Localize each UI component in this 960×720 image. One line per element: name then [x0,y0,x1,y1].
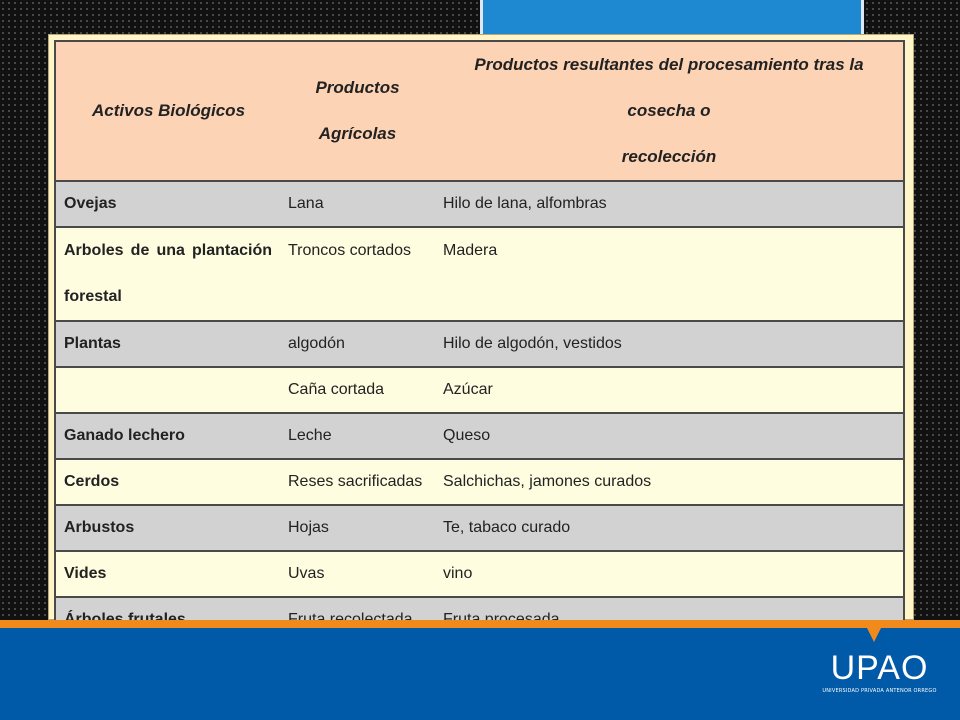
cell-result: vino [435,551,904,597]
footer-bar [0,620,960,720]
cell-result: Queso [435,413,904,459]
cell-product: Hojas [280,505,435,551]
logo-text: UPAO [830,649,929,687]
table-row [55,413,904,459]
table-row [55,321,904,367]
cell-asset: Plantas [55,321,280,367]
table-row [55,181,904,227]
cell-asset: Ganado lechero [55,413,280,459]
cell-product: Lana [280,181,435,227]
cell-asset: Ovejas [55,181,280,227]
table-frame [48,34,914,620]
cell-asset: Arboles de una plantación forestal [55,227,280,321]
footer-notch-marker [866,626,882,642]
table-row [55,505,904,551]
biological-assets-table [54,40,905,644]
table-row [55,551,904,597]
cell-result: Hilo de lana, alfombras [435,181,904,227]
cell-product: Troncos cortados [280,227,435,321]
cell-asset: Vides [55,551,280,597]
cell-asset [55,367,280,413]
header-productos-line1: Productos [315,78,400,97]
cell-product: Reses sacrificadas [280,459,435,505]
cell-result: Madera [435,227,904,321]
table-row [55,367,904,413]
logo-subtitle: UNIVERSIDAD PRIVADA ANTENOR ORREGO [822,688,937,694]
header-activos-biologicos [55,41,280,181]
upao-logo [822,650,937,694]
cell-product: Leche [280,413,435,459]
header-productos-resultantes [435,41,904,181]
cell-asset: Cerdos [55,459,280,505]
cell-result: Hilo de algodón, vestidos [435,321,904,367]
cell-product: algodón [280,321,435,367]
header-productos-agricolas [280,41,435,181]
header-resultantes-line2: recolección [621,147,717,166]
table-header-row [55,41,904,181]
footer-orange-line [0,620,960,628]
cell-result: Salchichas, jamones curados [435,459,904,505]
cell-result: Te, tabaco curado [435,505,904,551]
header-productos-line2: Agrícolas [318,124,397,143]
cell-asset: Arbustos [55,505,280,551]
cell-product: Caña cortada [280,367,435,413]
table-row [55,459,904,505]
header-resultantes-line1: Productos resultantes del procesamiento tras la cosecha o [474,55,864,120]
header-activos-text: Activos Biológicos [92,101,246,120]
cell-product: Uvas [280,551,435,597]
table-row [55,227,904,321]
cell-result: Azúcar [435,367,904,413]
